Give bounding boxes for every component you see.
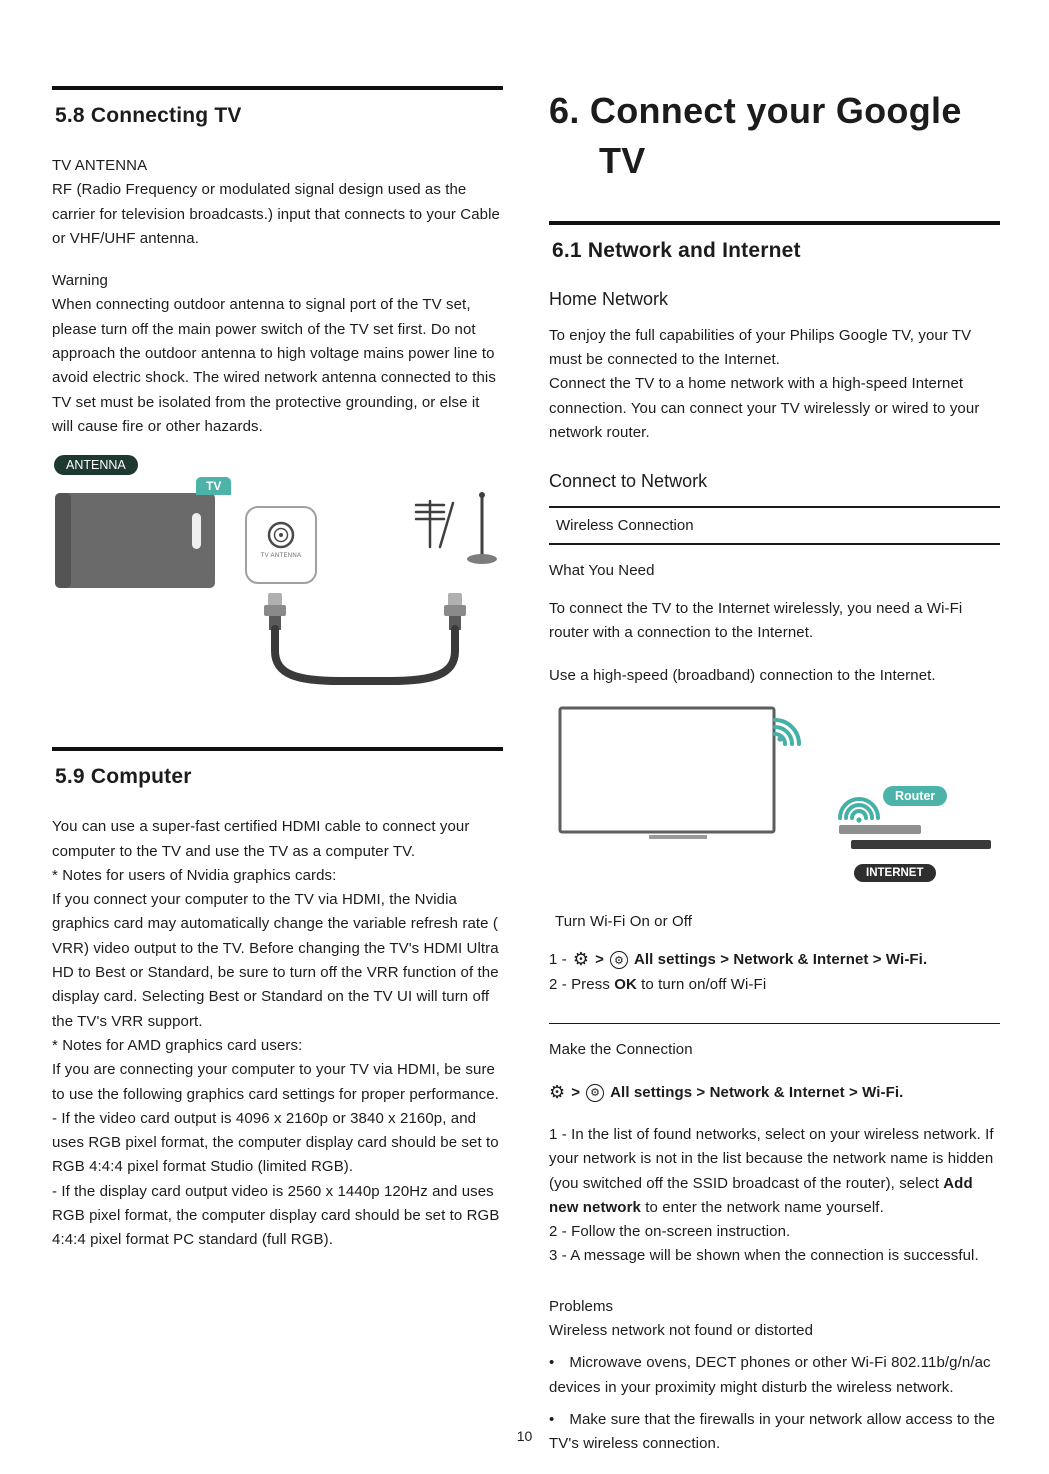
chapter-title-line2: TV	[599, 140, 646, 182]
section-title-computer: 5.9 Computer	[55, 765, 192, 789]
section-divider	[52, 86, 503, 90]
settings-path-text: All settings > Network & Internet > Wi-Fi.	[610, 1083, 904, 1101]
computer-paragraph: You can use a super-fast certified HDMI cable to connect your computer to the TV and use the TV as a computer TV.	[52, 818, 470, 860]
tv-antenna-heading: TV ANTENNA	[52, 157, 148, 174]
step-text: to turn on/off Wi-Fi	[636, 975, 767, 993]
computer-paragraph: - If the display card output video is 2560 x 1440p 120Hz and uses RGB pixel format, the computer display card should be set to RGB 4:4:4 pixel format PC standard (full RGB).	[52, 1182, 500, 1249]
divider	[549, 1023, 1000, 1025]
chapter-title	[549, 86, 1000, 187]
tv-antenna-text: RF (Radio Frequency or modulated signal design used as the carrier for television broadcasts.) input that connects to your Cable or VHF/UHF antenna.	[52, 181, 500, 247]
home-network-heading: Home Network	[549, 288, 669, 309]
step-number: 1 -	[549, 951, 567, 969]
antenna-badge: ANTENNA	[54, 455, 138, 475]
problem-bullet	[549, 1351, 1000, 1400]
wifi-settings-path	[549, 948, 1000, 972]
chapter-title-line1: 6. Connect your Google	[549, 90, 962, 131]
section-title-network: 6.1 Network and Internet	[552, 238, 801, 262]
what-you-need-text: To connect the TV to the Internet wirelessly, you need a Wi-Fi router with a connection to the Internet.	[549, 600, 963, 642]
bullet-icon: •	[549, 1354, 555, 1372]
chevron-separator: >	[595, 951, 604, 969]
page-number: 10	[516, 1428, 533, 1444]
all-settings-icon: ⚙	[610, 951, 628, 969]
connect-to-network-heading: Connect to Network	[549, 471, 708, 492]
connection-step1	[549, 1123, 1000, 1220]
section-divider	[549, 221, 1000, 225]
computer-paragraph: - If the video card output is 4096 x 2160p or 3840 x 2160p, and uses RGB pixel format, the computer display card should be set to RGB 4:4:4 pixel format Studio (limited RGB).	[52, 1109, 499, 1176]
antenna-diagram	[52, 455, 503, 699]
computer-paragraph: * Notes for AMD graphics card users:	[52, 1036, 303, 1054]
wireless-connection-label: Wireless Connection	[556, 517, 694, 535]
step-text: 2 - Press	[549, 975, 615, 993]
divider	[549, 543, 1000, 545]
router-badge: Router	[883, 786, 947, 806]
chevron-separator: >	[571, 1083, 581, 1101]
wifi-router-illustration	[549, 704, 1000, 896]
problems-heading: Problems	[549, 1297, 614, 1315]
section-connecting-tv	[52, 86, 503, 699]
bullet-icon: •	[549, 1410, 555, 1428]
wifi-toggle-heading: Turn Wi-Fi On or Off	[555, 912, 693, 930]
section-network-internet	[549, 221, 1000, 1457]
problems-subheading: Wireless network not found or distorted	[549, 1322, 814, 1340]
settings-gear-icon: ⚙	[549, 1081, 566, 1103]
step-text: to enter the network name yourself.	[640, 1198, 884, 1216]
settings-path-text: All settings > Network & Internet > Wi-Fi.	[633, 951, 928, 969]
home-network-text: To enjoy the full capabilities of your Philips Google TV, your TV must be connected to the Internet.	[549, 326, 972, 369]
section-divider	[52, 747, 503, 751]
section-computer	[52, 747, 503, 1252]
warning-text: When connecting outdoor antenna to signal port of the TV set, please turn off the main power switch of the TV set first. Do not approach the outdoor antenna to high voltage mains power line to avoid electric shock. The wired network antenna connected to this TV set must be isolated from the protective grounding, or else it will cause fire or other hazards.	[52, 296, 496, 435]
bullet-text: Make sure that the firewalls in your network allow access to the TV's wireless connection.	[549, 1410, 996, 1453]
internet-badge: INTERNET	[854, 864, 936, 882]
bullet-text: Microwave ovens, DECT phones or other Wi-Fi 802.11b/g/n/ac devices in your proximity might disturb the wireless network.	[549, 1354, 991, 1396]
right-column	[549, 86, 1000, 1457]
warning-heading: Warning	[52, 272, 108, 290]
connection-step3: 3 - A message will be shown when the connection is successful.	[549, 1247, 979, 1265]
left-column	[52, 86, 503, 1457]
computer-paragraph: If you are connecting your computer to your TV via HDMI, be sure to use the following graphics card settings for proper performance.	[52, 1061, 499, 1103]
make-connection-heading: Make the Connection	[549, 1041, 693, 1059]
section-title-connecting-tv: 5.8 Connecting TV	[55, 104, 242, 127]
add-new-network-label: Add new network	[549, 1174, 973, 1216]
all-settings-icon: ⚙	[586, 1084, 604, 1102]
step-text: 1 - In the list of found networks, select on your wireless network. If your network is not in the list because the network name is hidden (you switched off the SSID broadcast of the router), select	[549, 1125, 994, 1192]
tv-label: TV	[196, 477, 231, 495]
what-you-need-heading: What You Need	[549, 561, 655, 579]
antenna-connection-illustration	[52, 455, 503, 699]
computer-paragraph: * Notes for users of Nvidia graphics cards:	[52, 866, 337, 884]
connection-settings-path	[549, 1081, 1000, 1105]
settings-gear-icon: ⚙	[572, 949, 590, 971]
home-network-text: Connect the TV to a home network with a high-speed Internet connection. You can connect your TV wirelessly or wired to your network router.	[549, 375, 980, 441]
computer-paragraph: If you connect your computer to the TV via HDMI, the Nvidia graphics card may automatically change the variable refresh rate ( VRR) video output to the TV. Before changing the TV's HDMI Ultra HD to Best or Standard, be sure to turn off the VRR function of the display card. Selecting Best or Standard on the TV UI will turn off the TV's VRR support.	[52, 891, 499, 1030]
connection-step2: 2 - Follow the on-screen instruction.	[549, 1223, 791, 1241]
broadband-text: Use a high-speed (broadband) connection to the Internet.	[549, 666, 936, 684]
tv-antenna-port-label: TV ANTENNA	[260, 553, 302, 560]
wifi-toggle-step2	[549, 973, 1000, 997]
ok-key-label: OK	[614, 975, 637, 993]
